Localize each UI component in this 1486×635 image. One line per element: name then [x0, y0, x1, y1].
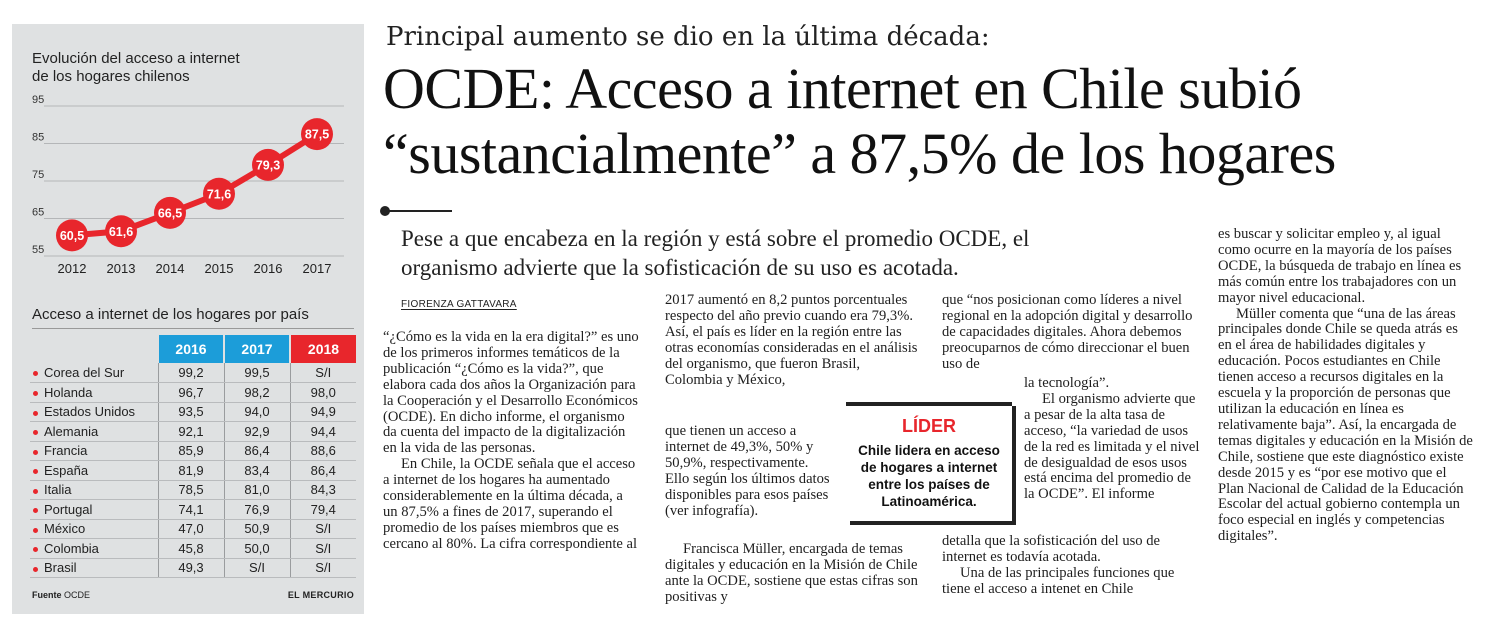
table-header-2016: 2016 — [158, 335, 224, 363]
country-cell: Colombia — [30, 539, 158, 559]
article-column-2-bottom — [665, 542, 920, 606]
article-column-4 — [1218, 227, 1474, 545]
article-column-3-top — [942, 293, 1200, 373]
article-headline — [383, 56, 1478, 186]
table-row — [30, 363, 356, 383]
headline-line2: “sustancialmente” a 87,5% de los hogares — [383, 121, 1336, 186]
table-row — [30, 519, 356, 539]
value-cell: 85,9 — [158, 441, 224, 461]
table-row — [30, 461, 356, 481]
table-title-rule — [32, 328, 354, 329]
table-header-2017: 2017 — [224, 335, 290, 363]
series-line — [72, 134, 317, 235]
value-cell: 50,0 — [224, 539, 290, 559]
paragraph: Francisca Müller, encargada de temas digitales y educación en la Misión de Chile ante la OCDE, sostiene que estas cifras son positivas y — [665, 541, 918, 605]
data-label: 60,5 — [59, 228, 85, 243]
value-cell: 93,5 — [158, 402, 224, 422]
value-cell: S/I — [224, 558, 290, 578]
article-column-2-mid — [665, 424, 833, 519]
table-header-row — [30, 335, 356, 363]
value-cell: 86,4 — [290, 461, 356, 481]
y-tick-label: 85 — [32, 131, 45, 144]
brand-label: EL MERCURIO — [287, 590, 354, 600]
table-row — [30, 422, 356, 442]
headline-line1: OCDE: Acceso a internet en Chile subió — [383, 56, 1302, 121]
paragraph: la tecnología”. — [1024, 375, 1110, 391]
paragraph: Una de las principales funciones que tiene el acceso a intenet en Chile — [942, 564, 1175, 597]
value-cell: 76,9 — [224, 500, 290, 520]
paragraph: Müller comenta que “una de las áreas principales donde Chile se queda atrás es en el área de habilidades digitales y educación. Pocos estudiantes en Chile tienen acceso a recursos digitales en la escuela y la proporción de personas que utilizan la educación en línea es relativamente baja”. Así, la encargada de temas digitales y educación en la Misión de Chile, sostiene que este diagnóstico existe desde 2015 y es “por ese motivo que el Plan Nacional de Calidad de la Educación Escolar del actual gobierno contempla un foco especial en inglés y competencias digitales”. — [1218, 305, 1473, 545]
country-cell: España — [30, 461, 158, 481]
value-cell: S/I — [290, 519, 356, 539]
value-cell: S/I — [290, 539, 356, 559]
x-tick-label: 2015 — [204, 261, 234, 276]
value-cell: 86,4 — [224, 441, 290, 461]
country-cell: Estados Unidos — [30, 402, 158, 422]
table-row — [30, 402, 356, 422]
value-cell: 98,2 — [224, 383, 290, 403]
callout-box — [846, 402, 1012, 521]
country-cell: Alemania — [30, 422, 158, 442]
value-cell: 83,4 — [224, 461, 290, 481]
subhead-line2: organismo advierte que la sofisticación de su uso es acotada. — [401, 255, 959, 280]
country-cell: Corea del Sur — [30, 363, 158, 383]
article-subhead — [401, 224, 1211, 282]
country-table — [30, 335, 356, 578]
chart-title-line1: Evolución del acceso a internet — [32, 50, 240, 67]
table-row — [30, 500, 356, 520]
callout-text: Chile lidera en acceso de hogares a internet entre los países de Latinoamérica. — [858, 443, 1000, 509]
paragraph: “¿Cómo es la vida en la era digital?” es uno de los primeros informes temáticos de la publicación “¿Cómo es la vida?”, que elabora cada dos años la Organización para la Cooperación y el Desarrollo Económicos (OCDE). En dicho informe, el organismo da cuenta del impacto de la digitalización en la vida de las personas. — [383, 329, 639, 457]
data-label: 66,5 — [157, 206, 183, 221]
paragraph: que tienen un acceso a internet de 49,3%, 50% y 50,9%, respectivamente. Ello según los últimos datos disponibles para esos países (ver infografía). — [665, 423, 830, 519]
article-column-1 — [383, 330, 641, 553]
table-row — [30, 383, 356, 403]
table-title: Acceso a internet de los hogares por país — [32, 306, 309, 323]
paragraph: 2017 aumentó en 8,2 puntos porcentuales respecto del año previo cuando era 79,3%. Así, el país es líder en la región entre las otras economías consideradas en el análisis del organismo, que fueron Brasil, Colombia y México, — [665, 292, 918, 388]
table-header-blank — [30, 335, 158, 363]
country-cell: México — [30, 519, 158, 539]
x-tick-label: 2012 — [57, 261, 87, 276]
value-cell: S/I — [290, 558, 356, 578]
value-cell: 88,6 — [290, 441, 356, 461]
country-cell: Francia — [30, 441, 158, 461]
value-cell: 94,0 — [224, 402, 290, 422]
table-row — [30, 539, 356, 559]
value-cell: 84,3 — [290, 480, 356, 500]
value-cell: 98,0 — [290, 383, 356, 403]
paragraph: es buscar y solicitar empleo y, al igual como ocurre en la mayoría de los países OCDE, la búsqueda de trabajo en línea es más común entre los trabajadores con un mayor nivel educacional. — [1218, 226, 1462, 306]
line-chart — [12, 94, 364, 284]
table-row — [30, 558, 356, 578]
source-label: Fuente — [32, 590, 62, 600]
value-cell: 99,2 — [158, 363, 224, 383]
value-cell: 50,9 — [224, 519, 290, 539]
data-label: 61,6 — [108, 224, 134, 239]
paragraph: En Chile, la OCDE señala que el acceso a internet de los hogares ha aumentado considerablemente en la última década, a un 87,5% a fines de 2017, superando el promedio de los países miembros que es cercano al 80%. La cifra correspondiente al — [383, 456, 638, 552]
value-cell: 94,9 — [290, 402, 356, 422]
article-column-2-top — [665, 293, 920, 388]
y-tick-label: 95 — [32, 94, 45, 106]
value-cell: 47,0 — [158, 519, 224, 539]
chart-title-line2: de los hogares chilenos — [32, 68, 190, 85]
y-tick-label: 55 — [32, 244, 45, 256]
byline: FIORENZA GATTAVARA — [401, 299, 517, 310]
value-cell: 96,7 — [158, 383, 224, 403]
table-row — [30, 480, 356, 500]
subhead-line1: Pese a que encabeza en la región y está sobre el promedio OCDE, el — [401, 226, 1030, 251]
paragraph: detalla que la sofisticación del uso de internet es todavía acotada. — [942, 533, 1161, 565]
paragraph: El organismo advierte que a pesar de la alta tasa de acceso, “la variedad de usos de la red es limitada y el nivel de desigualdad de esos usos está encima del promedio de la OCDE”. El informe — [1024, 390, 1200, 503]
article-column-3-mid — [1024, 376, 1200, 503]
value-cell: 99,5 — [224, 363, 290, 383]
paragraph: que “nos posicionan como líderes a nivel regional en la adopción digital y desarrollo de capacidades digitales. Ahora debemos preocuparnos de cómo direccionar el buen uso de — [942, 292, 1193, 372]
country-cell: Holanda — [30, 383, 158, 403]
value-cell: 92,1 — [158, 422, 224, 442]
infographic-panel — [12, 24, 364, 614]
y-tick-label: 75 — [32, 169, 45, 181]
country-cell: Brasil — [30, 558, 158, 578]
x-tick-label: 2013 — [106, 261, 136, 276]
country-cell: Portugal — [30, 500, 158, 520]
value-cell: 94,4 — [290, 422, 356, 442]
value-cell: 81,9 — [158, 461, 224, 481]
data-label: 79,3 — [255, 158, 281, 173]
value-cell: 49,3 — [158, 558, 224, 578]
section-bullet-rule — [384, 210, 452, 212]
y-tick-label: 65 — [32, 206, 45, 219]
value-cell: 81,0 — [224, 480, 290, 500]
data-label: 87,5 — [304, 127, 330, 142]
x-tick-label: 2014 — [155, 261, 185, 276]
data-label: 71,6 — [206, 187, 232, 202]
value-cell: 79,4 — [290, 500, 356, 520]
x-tick-label: 2017 — [302, 261, 332, 276]
value-cell: 74,1 — [158, 500, 224, 520]
x-tick-label: 2016 — [253, 261, 283, 276]
value-cell: S/I — [290, 363, 356, 383]
infographic-footer — [32, 590, 354, 600]
country-cell: Italia — [30, 480, 158, 500]
value-cell: 78,5 — [158, 480, 224, 500]
value-cell: 92,9 — [224, 422, 290, 442]
article-column-3-bottom — [942, 534, 1200, 598]
table-row — [30, 441, 356, 461]
callout-title: LÍDER — [902, 416, 956, 436]
table-header-2018: 2018 — [290, 335, 356, 363]
chart-title — [32, 50, 352, 86]
source-value: OCDE — [64, 590, 91, 600]
article-kicker: Principal aumento se dio en la última década: — [386, 22, 990, 52]
value-cell: 45,8 — [158, 539, 224, 559]
